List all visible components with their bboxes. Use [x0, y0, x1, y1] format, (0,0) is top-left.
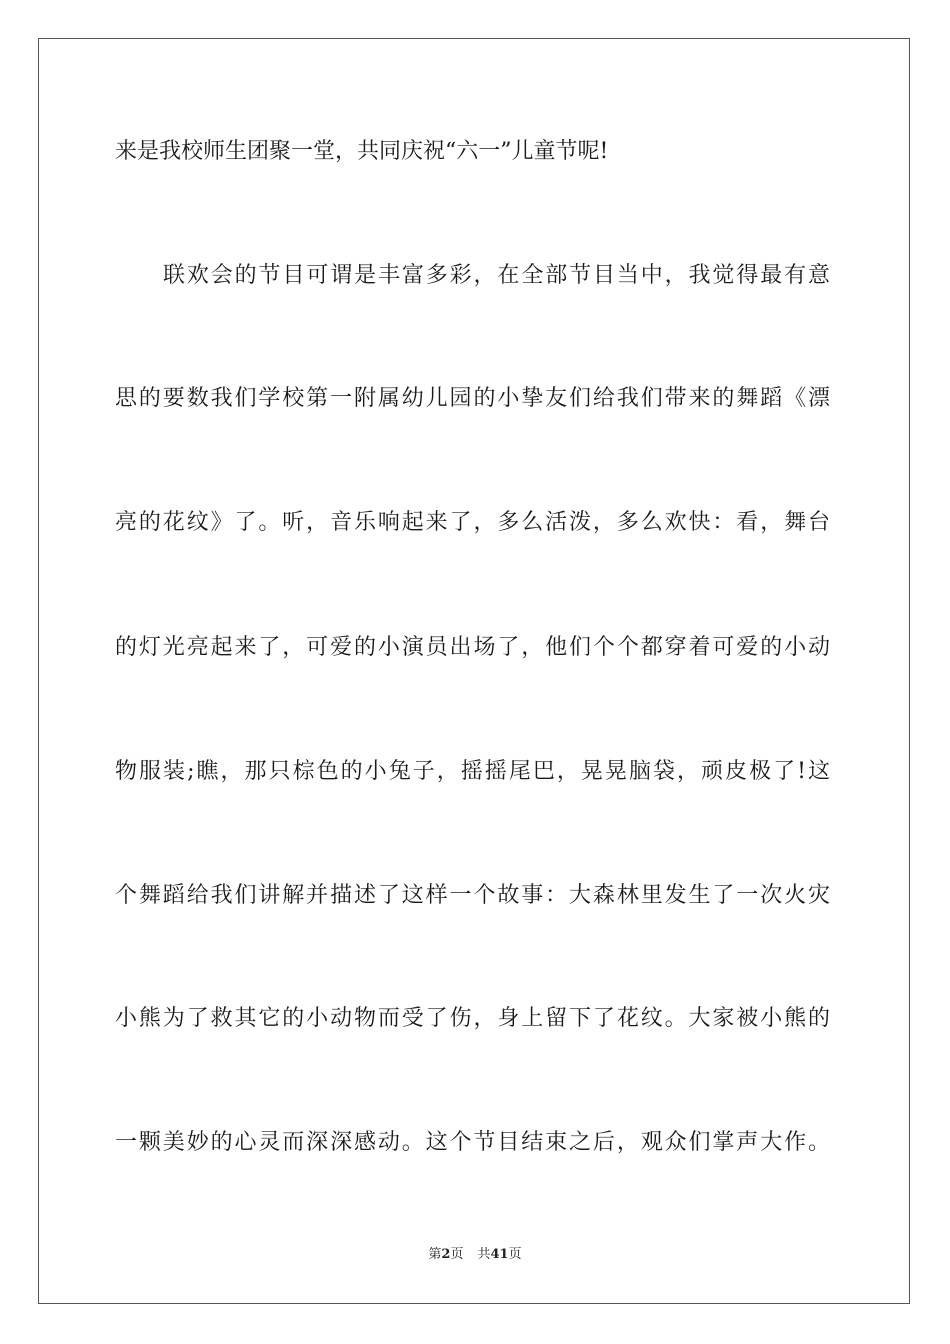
footer-total-prefix: 共	[477, 1247, 491, 1262]
paragraph-line-5: 的灯光亮起来了，可爱的小演员出场了，他们个个都穿着可爱的小动	[115, 635, 830, 660]
paragraph-line-2: 联欢会的节目可谓是丰富多彩，在全部节目当中，我觉得最有意	[163, 263, 830, 288]
page-border	[38, 38, 910, 1304]
paragraph-line-8: 小熊为了救其它的小动物而受了伤，身上留下了花纹。大家被小熊的	[115, 1006, 830, 1031]
page-footer	[0, 1246, 950, 1264]
footer-page-number: 2	[441, 1247, 451, 1262]
footer-page-suffix: 页	[450, 1247, 464, 1262]
footer-total-suffix: 页	[508, 1247, 522, 1262]
footer-total-pages: 41	[490, 1247, 509, 1262]
paragraph-line-7: 个舞蹈给我们讲解并描述了这样一个故事：大森林里发生了一次火灾	[115, 883, 830, 908]
footer-page-prefix: 第	[428, 1247, 442, 1262]
paragraph-line-4: 亮的花纹》了。听，音乐响起来了，多么活泼，多么欢快：看，舞台	[115, 510, 830, 535]
paragraph-line-6: 物服装;瞧，那只棕色的小兔子，摇摇尾巴，晃晃脑袋，顽皮极了!这	[115, 759, 830, 784]
paragraph-line-9: 一颗美妙的心灵而深深感动。这个节目结束之后，观众们掌声大作。	[115, 1130, 830, 1155]
paragraph-line-1: 来是我校师生团聚一堂，共同庆祝“六一”儿童节呢!	[115, 139, 609, 164]
paragraph-line-3: 思的要数我们学校第一附属幼儿园的小挚友们给我们带来的舞蹈《漂	[115, 386, 830, 411]
